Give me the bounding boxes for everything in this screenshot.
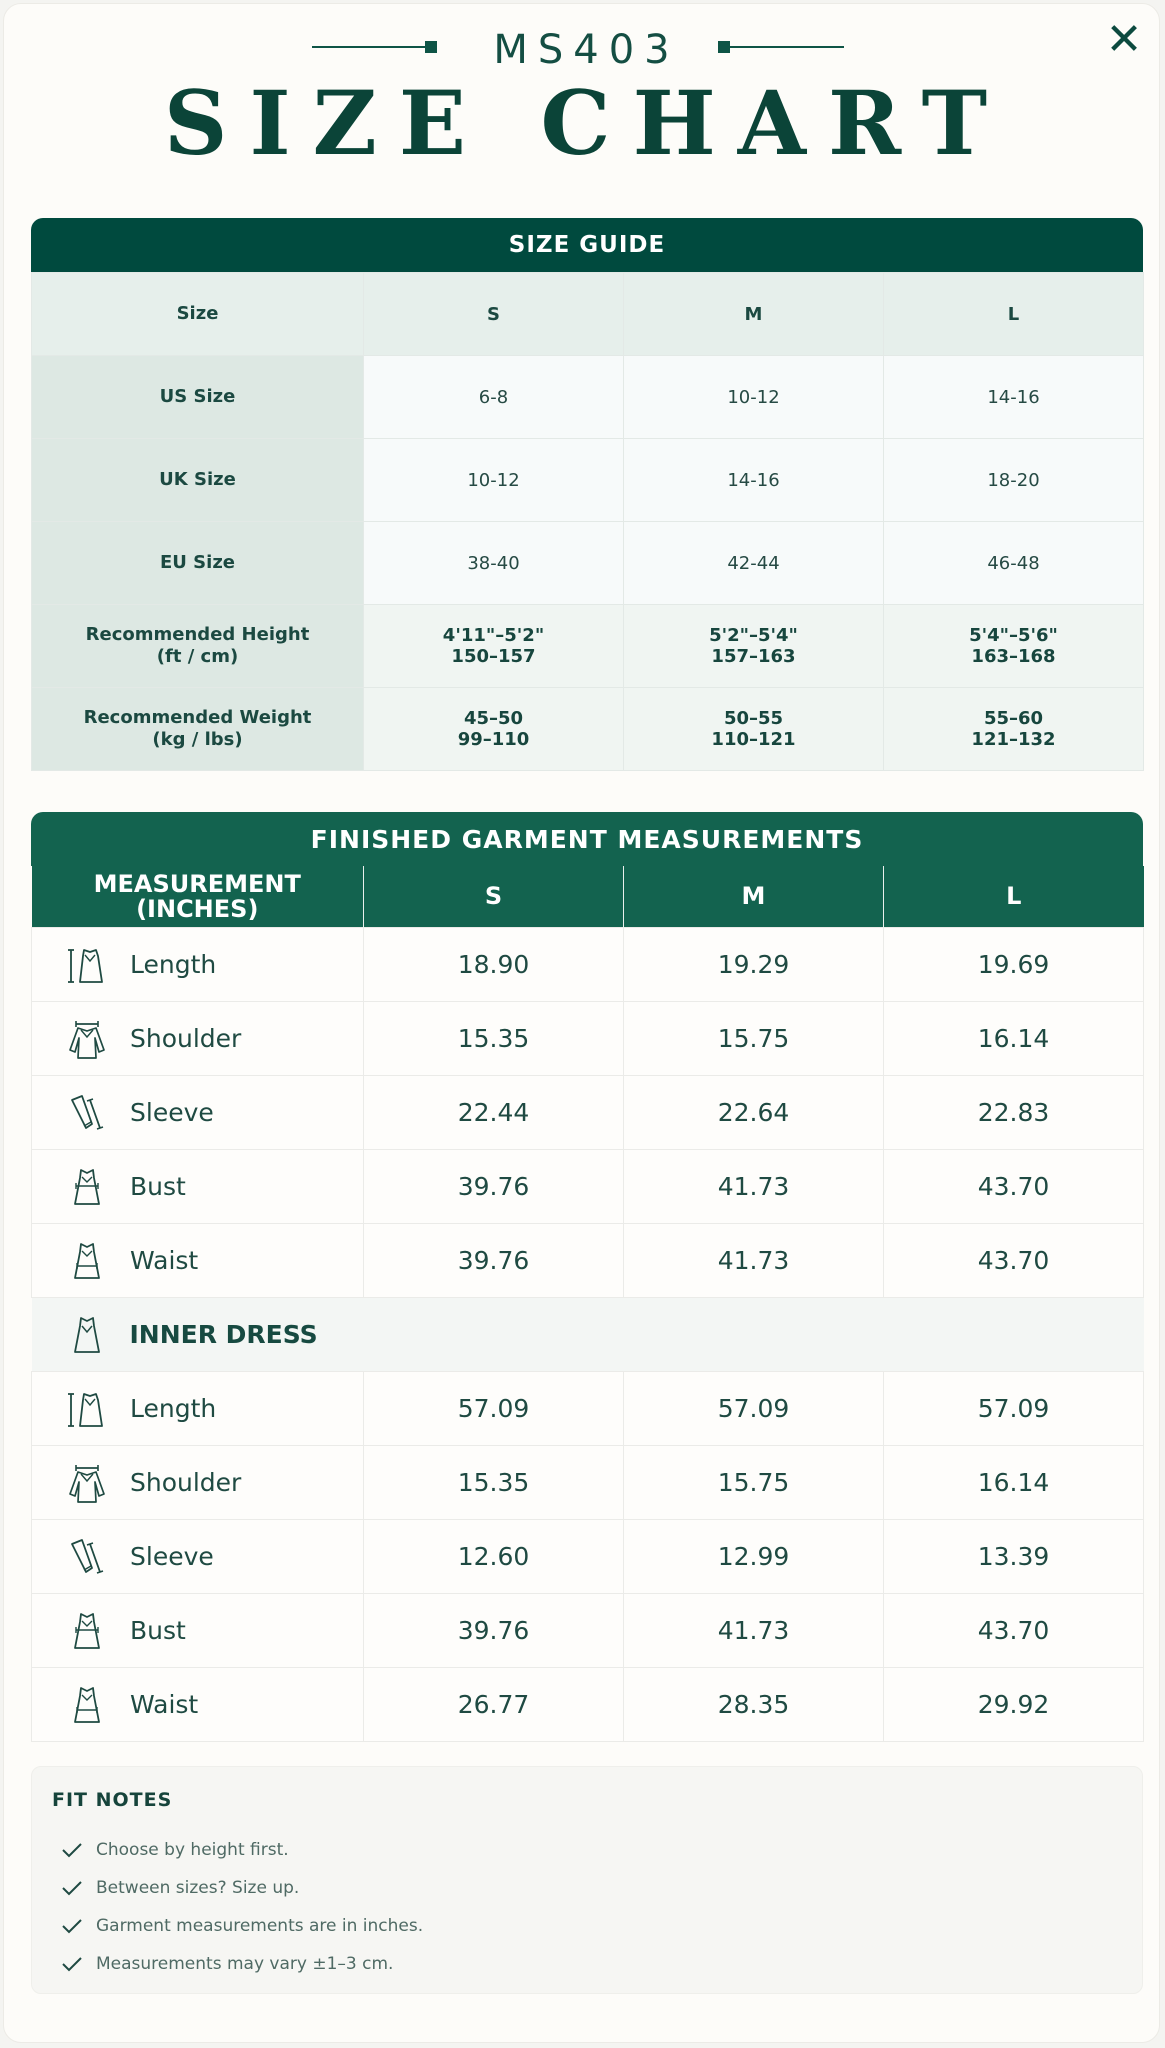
garment-measurements-section — [31, 812, 1143, 1742]
measurement-value: 15.35 — [364, 1002, 624, 1076]
measurement-value: 16.14 — [884, 1002, 1144, 1076]
size-value: 46-48 — [884, 522, 1144, 605]
sleeve-icon — [64, 1090, 110, 1136]
fit-note-item — [52, 1831, 1122, 1869]
size-value: 55–60 121–132 — [884, 688, 1144, 771]
length-icon — [64, 942, 110, 988]
measurement-label: Sleeve — [130, 1542, 214, 1571]
measurement-value: 19.69 — [884, 928, 1144, 1002]
measurement-label: Shoulder — [130, 1468, 242, 1497]
measurement-value: 22.44 — [364, 1076, 624, 1150]
size-value: 14-16 — [884, 356, 1144, 439]
measurement-value: 39.76 — [364, 1224, 624, 1298]
measurement-label-cell — [32, 1372, 364, 1446]
measurement-row-bust — [32, 1594, 1144, 1668]
measurement-value: 15.75 — [624, 1002, 884, 1076]
size-value: 18-20 — [884, 439, 1144, 522]
measurement-label: Bust — [130, 1172, 186, 1201]
size-header-l: L — [884, 866, 1144, 928]
size-chart-card — [3, 3, 1160, 2043]
measurement-value: 18.90 — [364, 928, 624, 1002]
fit-note-item — [52, 1869, 1122, 1907]
product-code: MS403 — [493, 27, 680, 73]
measurement-label: Length — [130, 950, 217, 979]
size-guide-row — [32, 439, 1144, 522]
measurement-value: 19.29 — [624, 928, 884, 1002]
measurement-value: 12.60 — [364, 1520, 624, 1594]
row-label: Recommended Weight (kg / lbs) — [32, 688, 364, 771]
measurement-value: 39.76 — [364, 1150, 624, 1224]
shoulder-icon — [64, 1460, 110, 1506]
sleeve-icon — [64, 1534, 110, 1580]
size-guide-title: SIZE GUIDE — [31, 218, 1143, 272]
measurement-label: Waist — [130, 1690, 199, 1719]
measurements-table — [31, 866, 1144, 1742]
measurement-value: 26.77 — [364, 1668, 624, 1742]
size-guide-header-row — [32, 273, 1144, 356]
fit-note-text: Measurements may vary ±1–3 cm. — [96, 1954, 394, 1974]
size-value: 4'11"–5'2" 150–157 — [364, 605, 624, 688]
measurement-value: 41.73 — [624, 1594, 884, 1668]
measurement-value: 12.99 — [624, 1520, 884, 1594]
measurement-row-sleeve — [32, 1076, 1144, 1150]
measurement-value: 28.35 — [624, 1668, 884, 1742]
measurement-label: Shoulder — [130, 1024, 242, 1053]
size-guide-row — [32, 356, 1144, 439]
measurement-value: 41.73 — [624, 1150, 884, 1224]
measurement-row-sleeve — [32, 1520, 1144, 1594]
waist-icon — [64, 1682, 110, 1728]
measurement-row-shoulder — [32, 1002, 1144, 1076]
measurement-label: Length — [130, 1394, 217, 1423]
fit-note-text: Between sizes? Size up. — [96, 1878, 300, 1898]
bust-icon — [64, 1608, 110, 1654]
fit-notes-panel — [31, 1766, 1143, 1994]
check-icon — [60, 1838, 84, 1862]
page-title: SIZE CHART — [163, 71, 1010, 175]
check-icon — [60, 1914, 84, 1938]
size-header-s: S — [364, 866, 624, 928]
measurement-value: 29.92 — [884, 1668, 1144, 1742]
measurement-label-cell — [32, 1668, 364, 1742]
size-value: 42-44 — [624, 522, 884, 605]
measurement-label-cell — [32, 1594, 364, 1668]
measurement-value: 41.73 — [624, 1224, 884, 1298]
measurement-value: 22.64 — [624, 1076, 884, 1150]
row-label: EU Size — [32, 522, 364, 605]
measurement-row-waist — [32, 1668, 1144, 1742]
length-icon — [64, 1386, 110, 1432]
measurement-value: 57.09 — [624, 1372, 884, 1446]
size-value: 38-40 — [364, 522, 624, 605]
measurement-value: 15.35 — [364, 1446, 624, 1520]
inner-dress-label-cell — [32, 1298, 1144, 1372]
size-header-s: S — [364, 273, 624, 356]
measurement-value: 43.70 — [884, 1150, 1144, 1224]
measurement-value: 39.76 — [364, 1594, 624, 1668]
measurement-label-cell — [32, 1224, 364, 1298]
close-icon[interactable]: ✕ — [1105, 14, 1143, 65]
size-value: 10-12 — [624, 356, 884, 439]
size-value: 6-8 — [364, 356, 624, 439]
measurement-value: 22.83 — [884, 1076, 1144, 1150]
measurement-label: Waist — [130, 1246, 199, 1275]
measurement-row-length — [32, 1372, 1144, 1446]
size-value: 14-16 — [624, 439, 884, 522]
size-guide-row — [32, 688, 1144, 771]
size-header-m: M — [624, 866, 884, 928]
measurement-label-cell — [32, 928, 364, 1002]
measurement-value: 16.14 — [884, 1446, 1144, 1520]
size-column-label: Size — [32, 273, 364, 356]
measurement-value: 57.09 — [884, 1372, 1144, 1446]
row-label: UK Size — [32, 439, 364, 522]
fit-note-text: Garment measurements are in inches. — [96, 1916, 424, 1936]
measurements-title: FINISHED GARMENT MEASUREMENTS — [31, 812, 1143, 866]
measurement-label-cell — [32, 1520, 364, 1594]
fit-note-item — [52, 1907, 1122, 1945]
inner-dress-label: INNER DRESS — [129, 1320, 318, 1349]
size-value: 5'2"–5'4" 157–163 — [624, 605, 884, 688]
bust-icon — [64, 1164, 110, 1210]
measurement-value: 43.70 — [884, 1224, 1144, 1298]
check-icon — [60, 1876, 84, 1900]
fit-notes-title: FIT NOTES — [52, 1789, 173, 1811]
size-header-l: L — [884, 273, 1144, 356]
waist-icon — [64, 1238, 110, 1284]
inner-dress-row — [32, 1298, 1144, 1372]
size-guide-section — [31, 218, 1143, 771]
size-value: 50–55 110–121 — [624, 688, 884, 771]
size-value: 10-12 — [364, 439, 624, 522]
measurement-label-cell — [32, 1002, 364, 1076]
measurement-label-cell — [32, 1076, 364, 1150]
size-value: 5'4"–5'6" 163–168 — [884, 605, 1144, 688]
measurement-label: Sleeve — [130, 1098, 214, 1127]
measurement-column-label: MEASUREMENT (INCHES) — [32, 866, 364, 928]
measurement-row-bust — [32, 1150, 1144, 1224]
dress-icon — [64, 1312, 110, 1358]
measurements-header-row — [32, 866, 1144, 928]
measurement-row-length — [32, 928, 1144, 1002]
size-guide-table — [31, 272, 1144, 771]
size-guide-row — [32, 522, 1144, 605]
check-icon — [60, 1952, 84, 1976]
size-value: 45–50 99–110 — [364, 688, 624, 771]
size-header-m: M — [624, 273, 884, 356]
measurement-row-waist — [32, 1224, 1144, 1298]
row-label: Recommended Height (ft / cm) — [32, 605, 364, 688]
fit-note-text: Choose by height first. — [96, 1840, 289, 1860]
measurement-label: Bust — [130, 1616, 186, 1645]
measurement-value: 15.75 — [624, 1446, 884, 1520]
measurement-value: 57.09 — [364, 1372, 624, 1446]
measurement-value: 43.70 — [884, 1594, 1144, 1668]
shoulder-icon — [64, 1016, 110, 1062]
measurement-row-shoulder — [32, 1446, 1144, 1520]
size-guide-row — [32, 605, 1144, 688]
measurement-label-cell — [32, 1446, 364, 1520]
measurement-value: 13.39 — [884, 1520, 1144, 1594]
measurement-label-cell — [32, 1150, 364, 1224]
row-label: US Size — [32, 356, 364, 439]
fit-note-item — [52, 1945, 1122, 1983]
